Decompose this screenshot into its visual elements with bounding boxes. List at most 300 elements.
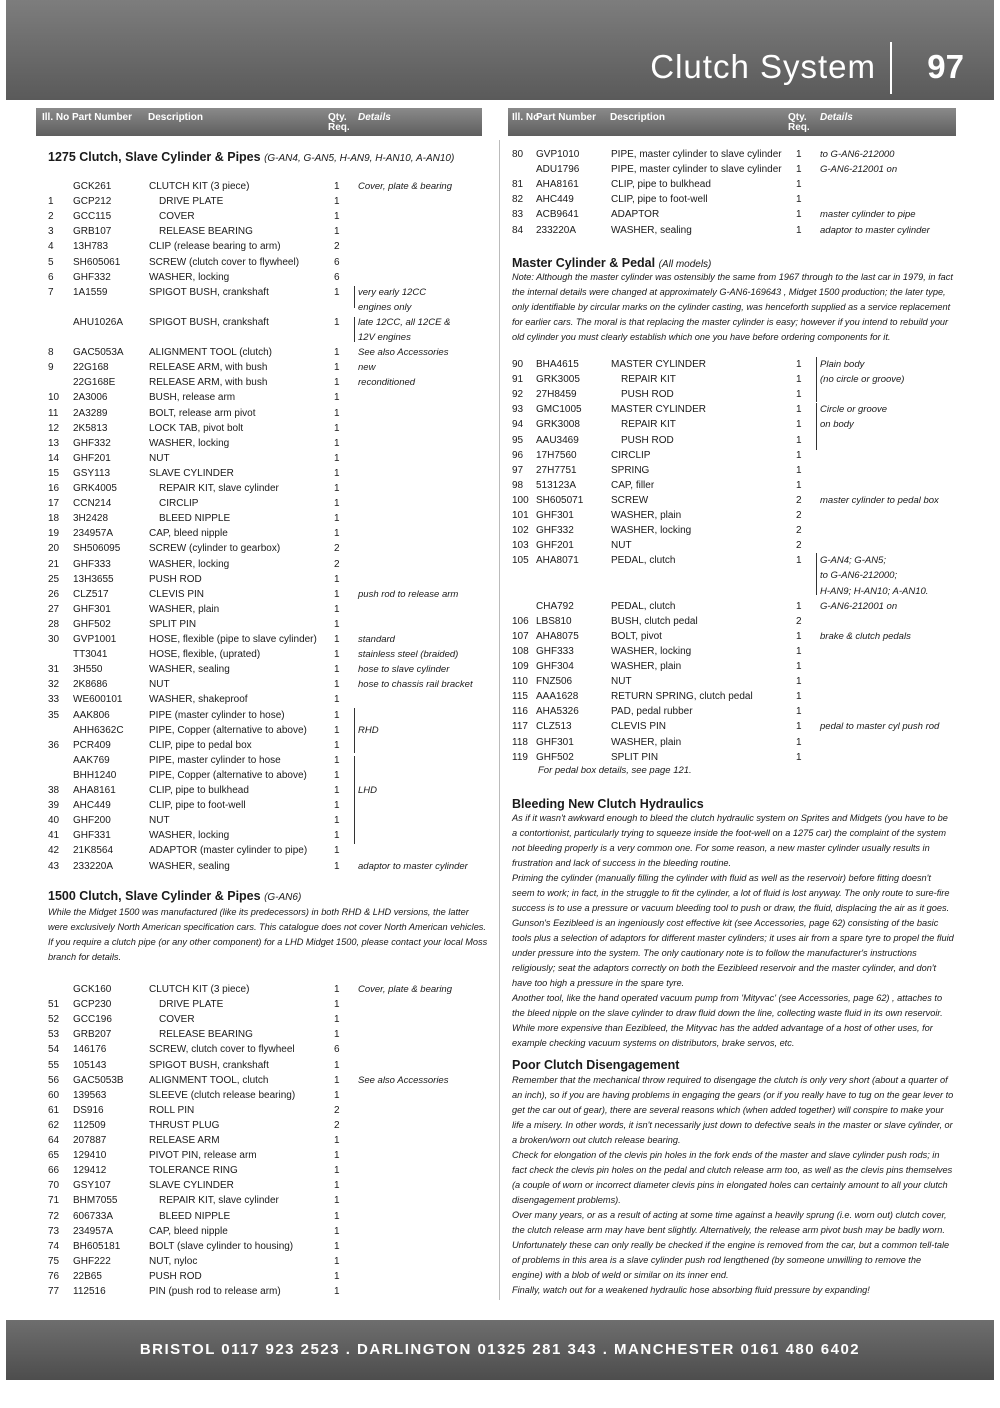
contact-footer [6, 1320, 994, 1380]
part-number: GHF502 [73, 618, 111, 630]
description: PIVOT PIN, release arm [149, 1150, 257, 1162]
paragraph: Gunson's Eezibleed is an ingeniously cost effective kit (see Accessories, page 62) consisting of the basic tools plus a selection of adaptors for different master cylinders; it uses air from a spare tyre to propel the fluid under pressure into the system. The only cautionary note is to follow the manufacturer's instructions religiously; seat the adaptors correctly on both the Eezibleed reservoir and the master cylinder, and don't have too high a pressure in the spare tyre. [512, 918, 954, 988]
qty: 1 [334, 845, 340, 857]
part-number: 13H3655 [73, 573, 114, 585]
ill-number: 56 [48, 1074, 60, 1086]
details: G-AN6-212001 on [820, 600, 898, 612]
description: CLIP, pipe to pedal box [149, 739, 252, 751]
qty: 1 [334, 392, 340, 404]
ill-number: 30 [48, 634, 60, 645]
ill-number: 66 [48, 1165, 60, 1177]
description: THRUST PLUG [149, 1119, 220, 1131]
qty: 1 [796, 224, 802, 236]
qty: 6 [334, 256, 340, 268]
ill-number: 98 [512, 479, 524, 491]
description: CAP, filler [611, 479, 655, 491]
part-number: LBS810 [536, 615, 572, 627]
pedal-box-footnote: For pedal box details, see page 121. [538, 765, 692, 776]
details: RHD [358, 724, 379, 736]
part-number: AHU1026A [73, 316, 124, 328]
qty: 1 [334, 1180, 340, 1192]
description: CAP, bleed nipple [149, 528, 228, 540]
ill-number: 33 [48, 694, 60, 706]
details: late 12CC, all 12CE & [358, 316, 451, 328]
description: PUSH ROD [621, 434, 674, 446]
details: adaptor to master cylinder [358, 860, 468, 872]
part-number: 21K8564 [73, 845, 114, 857]
ill-number: 90 [512, 359, 524, 370]
description: RELEASE ARM [149, 1135, 220, 1146]
part-number: GHF333 [536, 645, 574, 657]
branch-phone-numbers: BRISTOL 0117 923 2523 . DARLINGTON 01325 281 343 . MANCHESTER 0161 480 6402 [139, 1341, 861, 1358]
description: NUT [611, 540, 632, 552]
ill-number: 60 [48, 1089, 60, 1101]
qty: 1 [334, 483, 340, 494]
part-number: CLZ517 [73, 588, 109, 600]
ill-number: 75 [48, 1255, 60, 1267]
description: SPIGOT BUSH, crankshaft [149, 316, 269, 328]
description: BOLT (slave cylinder to housing) [149, 1240, 294, 1252]
part-number: AHH6362C [73, 724, 124, 736]
description: SCREW, clutch cover to flywheel [149, 1044, 295, 1056]
description: WASHER, locking [611, 645, 692, 657]
qty: 1 [334, 739, 340, 751]
description: BLEED NIPPLE [159, 1210, 231, 1222]
description: SCREW (cylinder to gearbox) [149, 543, 281, 555]
description: WASHER, sealing [149, 860, 230, 872]
part-number: 105143 [73, 1059, 107, 1071]
part-number: GHF222 [73, 1255, 111, 1267]
qty: 1 [796, 555, 802, 567]
qty: 1 [334, 1029, 340, 1041]
ill-number: 21 [48, 558, 60, 570]
description: NUT, nyloc [149, 1255, 198, 1267]
qty: 6 [334, 1044, 340, 1056]
qty: 1 [796, 209, 802, 221]
part-number: AHA8161 [536, 179, 579, 191]
qty: 1 [334, 1165, 340, 1177]
part-number: GAC5053B [73, 1074, 124, 1086]
description: SPIGOT BUSH, crankshaft [149, 1059, 269, 1071]
ill-number: 62 [48, 1119, 60, 1131]
description: CIRCLIP [611, 449, 651, 461]
qty: 1 [796, 630, 802, 642]
ill-number: 93 [512, 404, 524, 416]
part-number: GRK3008 [536, 419, 580, 431]
part-number: 234957A [73, 528, 114, 540]
ill-number: 40 [48, 815, 60, 827]
qty: 1 [334, 984, 340, 995]
ill-number: 71 [48, 1195, 60, 1207]
part-number: AAU3469 [536, 434, 579, 446]
details: hose to chassis rail bracket [358, 679, 473, 691]
column-header-left [36, 108, 482, 136]
description: SCREW [611, 494, 649, 506]
qty: 1 [334, 286, 340, 298]
ill-number: 4 [48, 241, 54, 253]
qty: 2 [796, 525, 802, 537]
qty: 1 [796, 661, 802, 672]
section-1275-title: 1275 Clutch, Slave Cylinder & Pipes (G-AN4, G-AN5, H-AN9, H-AN10, A-AN10) [48, 150, 455, 164]
part-number: 129410 [73, 1150, 107, 1162]
ill-number: 92 [512, 389, 524, 401]
qty: 1 [334, 1150, 340, 1162]
qty: 1 [334, 437, 340, 449]
ill-number: 51 [48, 999, 60, 1011]
part-number: 13H783 [73, 241, 109, 253]
description: WASHER, locking [149, 271, 230, 283]
description: NUT [149, 679, 170, 691]
part-number: GHF304 [536, 661, 574, 672]
part-number: BHM7055 [73, 1195, 118, 1207]
details: See also Accessories [358, 347, 449, 359]
col-details: Details [358, 112, 391, 123]
ill-number: 36 [48, 739, 60, 751]
section-master-cylinder-title: Master Cylinder & Pedal (All models) [512, 256, 712, 270]
ill-number: 81 [512, 179, 524, 191]
details: brake & clutch pedals [820, 630, 911, 642]
description: PUSH ROD [149, 573, 202, 585]
qty: 1 [334, 211, 340, 223]
ill-number: 25 [48, 573, 60, 585]
qty: 2 [796, 615, 802, 627]
qty: 1 [334, 362, 340, 374]
qty: 1 [334, 649, 340, 661]
ill-number: 9 [48, 362, 54, 374]
part-number: AAA1628 [536, 691, 579, 703]
part-number: 129412 [73, 1165, 107, 1177]
qty: 1 [796, 419, 802, 431]
part-number: GVP1010 [536, 149, 580, 160]
description: RETURN SPRING, clutch pedal [611, 691, 753, 703]
ill-number: 2 [48, 211, 54, 223]
part-number: 27H7751 [536, 464, 577, 476]
qty: 1 [334, 679, 340, 691]
part-number: 2A3006 [73, 392, 108, 404]
part-number: AHA8071 [536, 555, 579, 567]
description: PEDAL, clutch [611, 600, 676, 612]
part-number: 112516 [73, 1286, 106, 1297]
group-bracket [350, 708, 355, 753]
description: PIPE, Copper (alternative to above) [149, 724, 307, 736]
description: ALIGNMENT TOOL (clutch) [149, 347, 272, 359]
description: SLAVE CYLINDER [149, 467, 234, 479]
part-number: GHF332 [73, 271, 111, 283]
part-number: FNZ506 [536, 676, 573, 688]
intro-paragraph: While the Midget 1500 was manufactured (like its predecessors) in both RHD & LHD versions, the latter were exclusively North American specification cars. This catalogue does not cover North American vehicles. [48, 907, 486, 932]
section-disengagement-title: Poor Clutch Disengagement [512, 1058, 680, 1072]
qty: 1 [334, 709, 340, 721]
ill-number: 5 [48, 256, 54, 268]
part-number: 2A3289 [73, 407, 108, 419]
qty: 1 [334, 1059, 340, 1071]
part-number: AHA5326 [536, 706, 579, 718]
qty: 1 [334, 1255, 340, 1267]
group-bracket [812, 553, 817, 595]
part-number: AHA8075 [536, 630, 579, 642]
qty: 1 [334, 573, 340, 585]
ill-number: 72 [48, 1210, 60, 1222]
qty: 1 [796, 706, 802, 718]
ill-number: 108 [512, 645, 529, 657]
description: MASTER CYLINDER [611, 404, 707, 416]
part-number: 233220A [536, 224, 577, 236]
part-number: 3H550 [73, 664, 103, 676]
description: HOSE, flexible, (uprated) [149, 649, 261, 661]
qty: 1 [334, 618, 340, 630]
qty: 1 [334, 1286, 340, 1297]
details: to G-AN6-212000; [820, 570, 898, 582]
column-divider [499, 140, 500, 1300]
ill-number: 17 [48, 498, 60, 510]
qty: 1 [334, 860, 340, 872]
part-number: GHF502 [536, 751, 574, 763]
description: NUT [149, 452, 170, 464]
details: Cover, plate & bearing [358, 984, 453, 995]
col-details: Details [820, 112, 853, 123]
ill-number: 11 [48, 407, 59, 419]
part-number: BHA4615 [536, 359, 579, 370]
ill-number: 73 [48, 1225, 60, 1237]
ill-number: 1 [48, 196, 54, 208]
description: TOLERANCE RING [149, 1165, 238, 1177]
ill-number: 83 [512, 209, 524, 221]
part-number: GVP1001 [73, 634, 117, 645]
description: CLIP, pipe to bulkhead [611, 179, 711, 191]
part-number: GHF331 [73, 830, 111, 842]
part-number: 22G168 [73, 362, 109, 374]
qty: 1 [334, 226, 340, 238]
description: WASHER, sealing [149, 664, 230, 676]
qty: 2 [796, 494, 802, 506]
description: SCREW (clutch cover to flywheel) [149, 256, 300, 268]
ill-number: 101 [512, 510, 529, 521]
section-1500-title: 1500 Clutch, Slave Cylinder & Pipes (G-AN6) [48, 889, 302, 903]
description: WASHER, locking [611, 525, 692, 537]
part-number: GHF332 [73, 437, 111, 449]
description: MASTER CYLINDER [611, 359, 707, 370]
description: LOCK TAB, pivot bolt [149, 422, 244, 434]
qty: 1 [796, 389, 802, 401]
part-number: 1A1559 [73, 286, 108, 298]
col-part-number: Part Number [72, 112, 133, 123]
ill-number: 53 [48, 1029, 60, 1041]
part-number: ADU1796 [536, 164, 580, 176]
description: DRIVE PLATE [159, 999, 224, 1011]
ill-number: 119 [512, 751, 528, 763]
ill-number: 70 [48, 1180, 60, 1192]
group-bracket [350, 286, 355, 308]
details: adaptor to master cylinder [820, 224, 930, 236]
col-ill-no: Ill. No [512, 112, 540, 123]
description: CAP, bleed nipple [149, 1225, 228, 1237]
part-number: GSY113 [73, 467, 111, 479]
part-number: AHC449 [536, 194, 574, 206]
ill-number: 26 [48, 588, 60, 600]
ill-number: 12 [48, 422, 60, 434]
ill-number: 18 [48, 513, 60, 525]
description: WASHER, shakeproof [149, 694, 248, 706]
qty: 1 [796, 721, 802, 733]
ill-number: 80 [512, 149, 524, 160]
col-ill-no: Ill. No [42, 112, 70, 123]
part-number: SH605061 [73, 256, 121, 268]
qty: 1 [334, 588, 340, 600]
description: WASHER, locking [149, 437, 230, 449]
ill-number: 20 [48, 543, 60, 555]
qty: 1 [796, 374, 802, 386]
qty: 1 [796, 164, 802, 176]
part-number: GHF333 [73, 558, 111, 570]
part-number: 207887 [73, 1135, 107, 1146]
description: DRIVE PLATE [159, 196, 224, 208]
part-number: GCC115 [73, 211, 112, 223]
description: CLIP, pipe to bulkhead [149, 785, 249, 796]
part-number: GAC5053A [73, 347, 124, 359]
qty: 1 [334, 347, 340, 359]
part-number: GSY107 [73, 1180, 111, 1192]
section-subtitle: (G-AN6) [264, 892, 302, 903]
qty: 1 [334, 1270, 340, 1282]
ill-number: 31 [48, 664, 60, 676]
description: BUSH, clutch pedal [611, 615, 698, 627]
ill-number: 100 [512, 494, 529, 506]
ill-number: 43 [48, 860, 60, 872]
ill-number: 39 [48, 800, 60, 812]
qty: 2 [334, 543, 340, 555]
ill-number: 76 [48, 1270, 60, 1282]
part-number: 606733A [73, 1210, 114, 1222]
part-number: 233220A [73, 860, 114, 872]
paragraph: Priming the cylinder (manually filling the cylinder with fluid as well as the reservoir) before fitting doesn't seem to work; in fact, in the struggle to fit the cylinder, a lot of fluid is lost anyway. The only route to sure-fire success is to use a pressure or vacuum bleeding tool to push or draw, the fluid, displacing the air as it goes. [512, 873, 950, 913]
part-number: ACB9641 [536, 209, 579, 221]
description: SLAVE CYLINDER [149, 1180, 234, 1192]
qty: 1 [334, 498, 340, 510]
qty: 1 [796, 736, 802, 748]
intro-paragraph: If you require a clutch pipe (or any other component) for a LHD Midget 1500, please contact your local Moss branch for details. [48, 937, 488, 962]
description: REPAIR KIT, slave cylinder [159, 483, 279, 494]
qty: 1 [796, 359, 802, 370]
ill-number: 32 [48, 679, 60, 691]
qty: 1 [334, 830, 340, 842]
ill-number: 27 [48, 603, 60, 615]
page-header [6, 0, 994, 100]
description: SPIGOT BUSH, crankshaft [149, 286, 269, 298]
qty: 1 [334, 1089, 340, 1101]
column-header-right [508, 108, 956, 136]
group-bracket [812, 403, 817, 450]
ill-number: 110 [512, 676, 528, 688]
qty: 1 [334, 377, 340, 389]
qty: 1 [796, 691, 802, 703]
part-number: GRK3005 [536, 374, 580, 386]
ill-number: 19 [48, 528, 60, 540]
qty: 1 [334, 407, 340, 419]
ill-number: 84 [512, 224, 524, 236]
ill-number: 82 [512, 194, 524, 206]
qty: 2 [334, 1104, 340, 1116]
ill-number: 105 [512, 555, 529, 567]
part-number: CHA792 [536, 600, 574, 612]
part-number: 139563 [73, 1089, 107, 1101]
description: ROLL PIN [149, 1104, 195, 1116]
part-number: CCN214 [73, 498, 112, 510]
part-number: AHA8161 [73, 785, 116, 796]
description: ADAPTOR (master cylinder to pipe) [149, 845, 308, 857]
description: WASHER, locking [149, 830, 230, 842]
ill-number: 65 [48, 1150, 60, 1162]
qty: 1 [334, 1225, 340, 1237]
part-number: AHC449 [73, 800, 111, 812]
ill-number: 118 [512, 736, 528, 748]
qty: 1 [334, 785, 340, 796]
part-number: AAK769 [73, 754, 110, 766]
qty: 1 [334, 724, 340, 736]
ill-number: 54 [48, 1044, 60, 1056]
qty: 1 [334, 422, 340, 434]
description: PIPE, Copper (alternative to above) [149, 769, 307, 781]
description: PIPE, master cylinder to slave cylinder [611, 164, 782, 176]
qty: 2 [334, 1119, 340, 1131]
description: CLUTCH KIT (3 piece) [149, 181, 250, 192]
description: CLEVIS PIN [149, 588, 205, 600]
part-number: BH605181 [73, 1240, 121, 1252]
part-number: GHF301 [73, 603, 111, 615]
ill-number: 41 [48, 830, 60, 842]
section-subtitle: (All models) [658, 259, 712, 270]
description: CLEVIS PIN [611, 721, 667, 733]
qty: 1 [334, 181, 340, 192]
ill-number: 103 [512, 540, 529, 552]
group-bracket [350, 756, 355, 844]
description: NUT [611, 676, 632, 688]
disengagement-text [512, 1073, 954, 1298]
qty: 1 [796, 464, 802, 476]
paragraph: As if it wasn't awkward enough to bleed the clutch hydraulic system on Sprites and Midgets (you have to be a contortionist, particularly trying to squeeze inside the foot-well on a 1275 car) the complaint of the system not bleeding properly is a very common one. For some reason, a new master cylinder usually results in frustration and lack of success in the bleeding routine. [512, 813, 948, 868]
qty: 1 [334, 769, 340, 781]
details: stainless steel (braided) [358, 649, 459, 661]
qty: 1 [796, 449, 802, 461]
part-number: 3H2428 [73, 513, 109, 525]
ill-number: 14 [48, 452, 60, 464]
section-bleeding-title: Bleeding New Clutch Hydraulics [512, 797, 704, 811]
ill-number: 13 [48, 437, 60, 449]
group-bracket [350, 317, 355, 342]
description: ALIGNMENT TOOL, clutch [149, 1074, 269, 1086]
details: G-AN4; G-AN5; [820, 555, 886, 567]
part-number: 22G168E [73, 377, 116, 389]
description: WASHER, plain [611, 661, 682, 672]
master-cylinder-note: Note: Although the master cylinder was ostensibly the same from 1967 through to the last car in 1979, in fact the internal details were changed at approximately G-AN6-169643 , Midget 1500 production; the later type, only identifiable by circular marks on the cylinder casting, was henceforth supplied as a service replacement for earlier cars. The moral is that replacing the master cylinder is easy; however if you intend to rebuild your old cylinder you must clearly establish which one you have before ordering components for it. [512, 272, 953, 342]
ill-number: 74 [48, 1240, 60, 1252]
qty: 1 [334, 1074, 340, 1086]
details: G-AN6-212001 on [820, 164, 898, 176]
details: H-AN9; H-AN10; A-AN10. [820, 585, 929, 597]
col-description: Description [610, 112, 666, 123]
part-number: GMC1005 [536, 404, 582, 416]
description: RELEASE ARM, with bush [149, 362, 268, 374]
qty: 1 [334, 634, 340, 645]
qty: 1 [334, 528, 340, 540]
details: master cylinder to pedal box [820, 494, 939, 506]
description: REPAIR KIT, slave cylinder [159, 1195, 279, 1207]
ill-number: 61 [48, 1104, 60, 1116]
description: BUSH, release arm [149, 392, 236, 404]
description: RELEASE ARM, with bush [149, 377, 268, 389]
part-number: GHF301 [536, 736, 574, 748]
qty: 1 [334, 800, 340, 812]
description: PEDAL, clutch [611, 555, 676, 567]
